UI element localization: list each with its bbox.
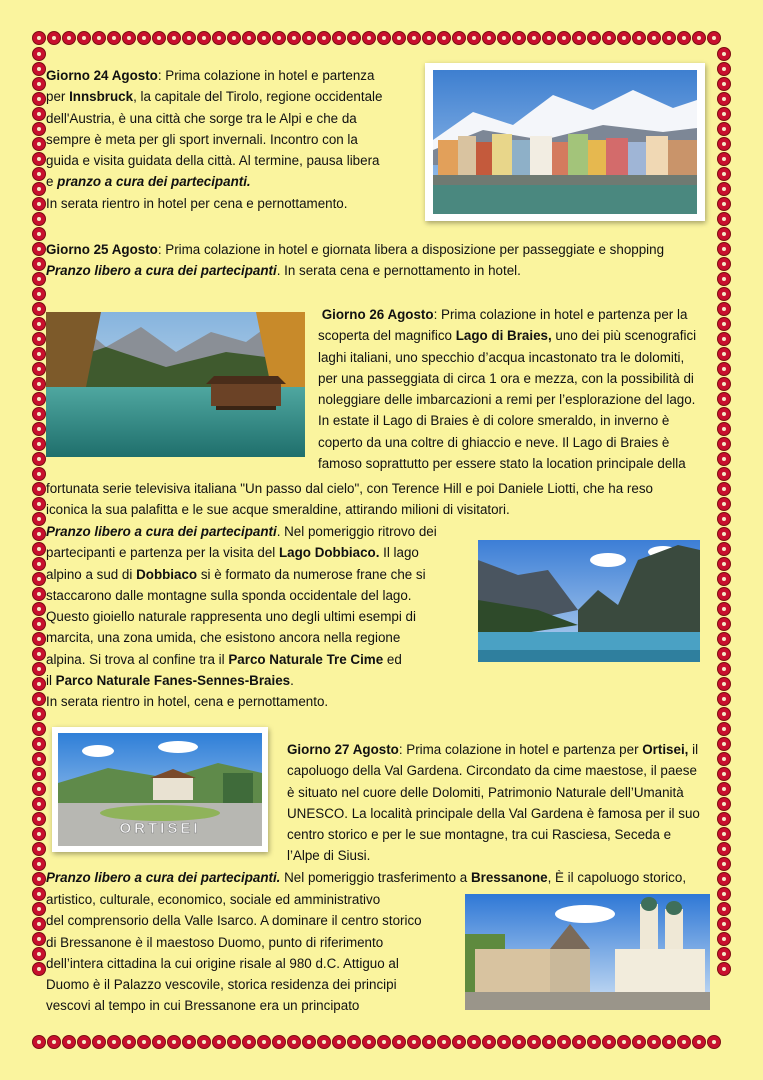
flower-icon [377,1035,391,1049]
flower-icon [32,317,46,331]
flower-icon [32,557,46,571]
flower-icon [602,1035,616,1049]
innsbruck-photo [425,63,705,221]
flower-icon [272,1035,286,1049]
flower-icon [647,1035,661,1049]
flower-icon [717,917,731,931]
flower-icon [242,1035,256,1049]
flower-icon [717,812,731,826]
flower-icon [32,872,46,886]
flower-icon [377,31,391,45]
flower-icon [437,31,451,45]
flower-icon [32,572,46,586]
flower-icon [362,1035,376,1049]
flower-icon [62,31,76,45]
day24-title: Giorno 24 Agosto [46,68,158,83]
flower-icon [137,1035,151,1049]
flower-icon [542,31,556,45]
flower-icon [32,242,46,256]
flower-icon [647,31,661,45]
flower-icon [717,557,731,571]
flower-icon [482,31,496,45]
flower-icon [677,31,691,45]
flower-icon [32,287,46,301]
flower-icon [32,482,46,496]
flower-icon [452,1035,466,1049]
day27-right-text: Giorno 27 Agosto: Prima colazione in hotel e partenza per Ortisei, il capoluogo della Val Gardena. Circondato da cime maestose, il paese è situato nel cuore delle Dolomiti, Patrimonio Naturale dell’Umanità UNESCO. La località principale della Val Gardena è famosa per il suo centro storico e per le sue montagne, tra cui Rasciesa, Seceda e l’Alpe di Siusi. [287,742,700,864]
flower-icon [32,842,46,856]
flower-icon [32,257,46,271]
flower-icon [512,31,526,45]
day27-bressanone-line: Pranzo libero a cura dei partecipanti. Nel pomeriggio trasferimento a Bressanone, È il capoluogo storico, [46,870,687,885]
flower-icon [32,407,46,421]
flower-icon [717,767,731,781]
flower-icon [717,722,731,736]
flower-icon [662,1035,676,1049]
flower-icon [717,602,731,616]
flower-icon [32,272,46,286]
flower-icon [437,1035,451,1049]
flower-icon [632,1035,646,1049]
flower-icon [32,392,46,406]
flower-icon [32,302,46,316]
flower-icon [137,31,151,45]
flower-icon [32,47,46,61]
flower-icon [717,887,731,901]
flower-icon [557,31,571,45]
flower-icon [122,31,136,45]
flower-icon [32,662,46,676]
flower-icon [32,797,46,811]
flower-icon [572,31,586,45]
flower-icon [32,722,46,736]
flower-icon [227,1035,241,1049]
lago-dobbiaco-photo [478,540,700,662]
flower-icon [557,1035,571,1049]
flower-icon [587,1035,601,1049]
ortisei-photo [52,727,268,852]
flower-icon [392,31,406,45]
flower-icon [707,31,721,45]
flower-icon [392,1035,406,1049]
flower-icon [152,1035,166,1049]
flower-icon [32,467,46,481]
flower-icon [32,497,46,511]
flower-icon [32,62,46,76]
flower-icon [32,137,46,151]
flower-icon [32,182,46,196]
flower-icon [47,1035,61,1049]
flower-icon [717,947,731,961]
flower-icon [167,1035,181,1049]
flower-icon [717,272,731,286]
day26-title: Giorno 26 Agosto [321,307,434,322]
flower-icon [717,662,731,676]
flower-icon [32,617,46,631]
flower-icon [717,527,731,541]
flower-icon [717,77,731,91]
day25-title: Giorno 25 Agosto [46,242,158,257]
flower-icon [617,1035,631,1049]
flower-icon [32,677,46,691]
flower-icon [32,737,46,751]
flower-icon [692,31,706,45]
flower-icon [32,932,46,946]
day26-right-text: Giorno 26 Agosto: Prima colazione in hotel e partenza per la scoperta del magnifico Lago di Braies, uno dei più scenografici laghi italiani, uno specchio d’acqua incastonato tra le dolomiti, per una passeggiata di circa 1 ora e mezza, con la possibilità di noleggiare delle imbarcazioni a remi per l’esplorazione del lago. In estate il Lago di Braies è di colore smeraldo, in inverno è coperto da una coltre di ghiaccio e neve. Il Lago di Braies è famoso soprattutto per essere stato la location principale della [318,307,697,472]
flower-icon [32,332,46,346]
flower-icon [152,31,166,45]
flower-icon [467,31,481,45]
flower-icon [717,647,731,661]
flower-icon [407,1035,421,1049]
flower-icon [332,1035,346,1049]
flower-icon [32,962,46,976]
flower-icon [32,947,46,961]
flower-icon [182,1035,196,1049]
flower-icon [717,197,731,211]
flower-icon [717,707,731,721]
flower-icon [32,767,46,781]
flower-icon [32,77,46,91]
flower-icon [717,932,731,946]
flower-icon [32,917,46,931]
flower-icon [527,1035,541,1049]
flower-icon [717,287,731,301]
flower-icon [422,1035,436,1049]
flower-icon [32,437,46,451]
flower-icon [717,692,731,706]
flower-icon [32,197,46,211]
flower-icon [317,1035,331,1049]
flower-icon [717,242,731,256]
day26-dobbiaco-text: Pranzo libero a cura dei partecipanti. Nel pomeriggio ritrovo dei partecipanti e partenza per la visita del Lago Dobbiaco. Il lago alpino a sud di Dobbiaco si è formato da numerose frane che si staccarono dalle montagne sulla sponda occidentale del lago. Questo gioiello naturale rappresenta uno degli ultimi esempi di marcita, una zona umida, che esistono ancora nella regione alpina. Si trova al confine tra il Parco Naturale Tre Cime ed il Parco Naturale Fanes-Sennes-Braies. In serata rientro in hotel, cena e pernottamento. [46,524,437,710]
flower-icon [287,31,301,45]
day27-bressanone-text: artistico, culturale, economico, sociale ed amministrativo del comprensorio della Valle Isarco. A dominare il centro storico di Bressanone è il maestoso Duomo, punto di riferimento dell’intera cittadina la cui origine risale al 980 d.C. Attiguo al Duomo è il Palazzo vescovile, storica residenza dei principi vescovi al tempo in cui Bressanone era un principato [46,892,422,1014]
flower-icon [717,47,731,61]
flower-icon [717,737,731,751]
flower-icon [512,1035,526,1049]
flower-icon [212,1035,226,1049]
flower-icon [272,31,286,45]
flower-icon [542,1035,556,1049]
flower-icon [32,887,46,901]
flower-icon [717,92,731,106]
flower-icon [32,587,46,601]
flower-icon [107,31,121,45]
flower-icon [32,782,46,796]
flower-icon [717,152,731,166]
flower-icon [717,677,731,691]
flower-icon [717,137,731,151]
flower-icon [527,31,541,45]
flower-icon [467,1035,481,1049]
flower-icon [617,31,631,45]
flower-icon [32,452,46,466]
flower-icon [717,182,731,196]
flower-icon [497,31,511,45]
flower-icon [32,812,46,826]
flower-icon [717,542,731,556]
flower-icon [62,1035,76,1049]
flower-icon [572,1035,586,1049]
day24-section: Giorno 24 Agosto: Prima colazione in hotel e partenza per Innsbruck, la capitale del Tirolo, regione occidentale dell'Austria, è una città che sorge tra le Alpi e che da sempre è meta per gli sport invernali. Incontro con la guida e visita guidata della città. Al termine, pausa libera e pranzo a cura dei partecipanti. In serata rientro in hotel per cena e pernottamento. [46,68,383,211]
flower-icon [32,212,46,226]
flower-icon [32,512,46,526]
flower-icon [587,31,601,45]
flower-icon [227,31,241,45]
flower-icon [32,692,46,706]
flower-icon [32,152,46,166]
flower-icon [717,962,731,976]
flower-icon [332,31,346,45]
ortisei-sign-text: ORTISEI [119,820,201,837]
flower-icon [32,227,46,241]
flower-icon [407,31,421,45]
flower-icon [107,1035,121,1049]
flower-icon [32,347,46,361]
flower-icon [32,647,46,661]
flower-icon [197,1035,211,1049]
lago-di-braies-photo [46,312,305,457]
flower-icon [422,31,436,45]
flower-icon [717,782,731,796]
flower-icon [602,31,616,45]
flower-icon [347,1035,361,1049]
flower-icon [32,602,46,616]
flower-icon [717,122,731,136]
flower-icon [707,1035,721,1049]
flower-icon [317,31,331,45]
flower-icon [632,31,646,45]
flower-icon [662,31,676,45]
flower-icon [32,362,46,376]
flower-icon [32,827,46,841]
flower-icon [32,902,46,916]
flower-icon [497,1035,511,1049]
flower-icon [92,31,106,45]
decorative-border-top [32,31,722,46]
flower-icon [182,31,196,45]
flower-icon [717,62,731,76]
flower-icon [717,227,731,241]
flower-icon [257,1035,271,1049]
decorative-border-bottom [32,1035,722,1050]
flower-icon [212,31,226,45]
flower-icon [302,1035,316,1049]
day27-title: Giorno 27 Agosto [287,742,399,757]
flower-icon [92,1035,106,1049]
day25-section: Giorno 25 Agosto: Prima colazione in hotel e giornata libera a disposizione per passeggiate e shopping Pranzo libero a cura dei partecipanti. In serata cena e pernottamento in hotel. [46,242,665,279]
flower-icon [717,257,731,271]
day26-full-text: fortunata serie televisiva italiana "Un passo dal cielo", con Terence Hill e poi Daniele Liotti, che ha reso iconica la sua palafitta e le sue acque smeraldine, attirando milioni di visitatori. [46,481,653,518]
flower-icon [717,212,731,226]
flower-icon [717,167,731,181]
flower-icon [717,632,731,646]
flower-icon [717,752,731,766]
flower-icon [242,31,256,45]
flower-icon [717,107,731,121]
flower-icon [167,31,181,45]
flower-icon [717,797,731,811]
flower-icon [32,377,46,391]
flower-icon [257,31,271,45]
flower-icon [717,587,731,601]
flower-icon [717,902,731,916]
flower-icon [32,632,46,646]
flower-icon [717,842,731,856]
flower-icon [302,31,316,45]
flower-icon [197,31,211,45]
flower-icon [77,31,91,45]
flower-icon [122,1035,136,1049]
flower-icon [32,31,46,45]
flower-icon [32,527,46,541]
flower-icon [32,707,46,721]
flower-icon [692,1035,706,1049]
flower-icon [347,31,361,45]
flower-icon [32,122,46,136]
flower-icon [32,107,46,121]
flower-icon [717,572,731,586]
flower-icon [32,422,46,436]
flower-icon [32,752,46,766]
flower-icon [32,92,46,106]
flower-icon [32,1035,46,1049]
flower-icon [32,857,46,871]
flower-icon [77,1035,91,1049]
flower-icon [287,1035,301,1049]
flower-icon [717,827,731,841]
decorative-border-left [32,47,47,977]
flower-icon [47,31,61,45]
flower-icon [32,542,46,556]
bressanone-duomo-photo [465,894,710,1010]
flower-icon [482,1035,496,1049]
flower-icon [362,31,376,45]
flower-icon [677,1035,691,1049]
flower-icon [717,617,731,631]
flower-icon [32,167,46,181]
flower-icon [452,31,466,45]
